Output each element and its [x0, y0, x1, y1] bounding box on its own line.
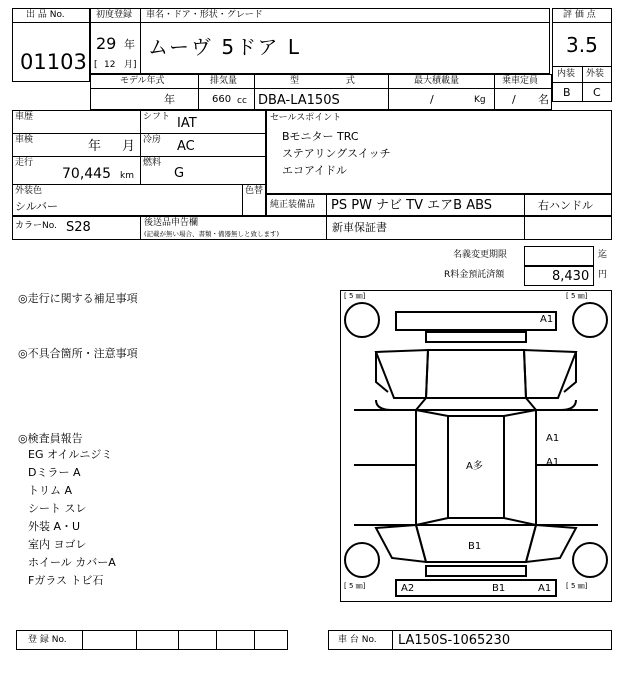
post-docs-note: (記載が無い場合、書類・備器無しと致します): [144, 230, 280, 238]
model-year-label: モデル年式: [120, 76, 165, 86]
fuel-value: G: [174, 166, 185, 181]
inspector-line: Fガラス トビ石: [28, 574, 104, 587]
first-reg-month: 12: [104, 60, 116, 70]
inspector-label: ◎検査員報告: [18, 432, 83, 445]
sales-point-line: ステアリングスイッチ: [282, 147, 391, 160]
inspector-line: ホイール カバーA: [28, 556, 116, 569]
sales-point-line: Bモニター TRC: [282, 130, 359, 143]
era-year: 29: [96, 34, 117, 53]
car-name-label: 車名・ドア・形状・グレード: [146, 10, 263, 20]
lot-number: 01103: [20, 50, 87, 74]
shift-value: IAT: [177, 116, 197, 131]
color-change-label: 色替: [245, 186, 264, 196]
damage-mark: A多: [466, 461, 483, 472]
capacity-value: /: [512, 93, 516, 106]
color-no-value: S28: [66, 220, 91, 235]
chassis-number: LA150S-1065230: [398, 633, 511, 648]
exterior-grade: C: [593, 86, 601, 99]
color-row: [12, 216, 612, 240]
model-label: 型 式: [290, 76, 377, 86]
inspection-label: 車検: [15, 135, 34, 145]
supplement-label: ◎走行に関する補足事項: [18, 292, 138, 305]
car-name: ムーヴ 5ドア L: [148, 35, 301, 59]
color-no-label: カラーNo.: [15, 221, 57, 231]
exterior-color-label: 外装色: [15, 186, 43, 196]
history-label: 車歴: [15, 112, 34, 122]
damage-mark: A2: [401, 583, 415, 594]
capacity-label: 乗車定員: [502, 76, 539, 86]
max-load-label: 最大積載量: [414, 76, 460, 86]
max-load-unit: Kg: [474, 95, 486, 105]
post-docs-label: 後送品申告欄: [144, 218, 199, 228]
month-prefix: [: [94, 60, 98, 70]
tire-depth-fl: [ 5 ㎜]: [344, 292, 366, 300]
recycle-value: 8,430: [552, 269, 590, 284]
mileage-unit: km: [120, 171, 134, 181]
damage-mark: B1: [492, 583, 506, 594]
interior-label: 内装: [557, 69, 576, 79]
displacement-label: 排気量: [210, 76, 238, 86]
deadline-unit: 迄: [598, 250, 608, 260]
displacement-value: 660: [212, 94, 232, 105]
deadline-value-box: [524, 246, 594, 266]
defects-label: ◎不具合箇所・注意事項: [18, 347, 138, 360]
exterior-label: 外装: [586, 69, 605, 79]
first-reg-label: 初度登録: [96, 10, 133, 20]
registration-label: 登 録 No.: [28, 635, 67, 645]
year-unit: 年: [124, 38, 135, 51]
inspector-line: 室内 ヨゴレ: [28, 538, 87, 551]
sales-point-line: エコアイドル: [282, 164, 348, 177]
ac-value: AC: [177, 139, 195, 154]
score-label: 評 価 点: [563, 10, 596, 20]
tire-depth-rr: [ 5 ㎜]: [566, 582, 588, 590]
inspector-line: Dミラー A: [28, 466, 81, 479]
score-value: 3.5: [566, 33, 598, 57]
warranty: 新車保証書: [332, 221, 387, 234]
capacity-unit: 名: [538, 93, 549, 106]
exterior-color-value: シルバー: [15, 200, 58, 213]
deadline-label: 名義変更期限: [453, 250, 508, 260]
lot-label: 出 品 No.: [26, 10, 65, 20]
inspector-line: EG オイルニジミ: [28, 448, 113, 461]
mileage-value: 70,445: [62, 166, 111, 182]
tire-depth-rl: [ 5 ㎜]: [344, 582, 366, 590]
fuel-label: 燃料: [143, 158, 162, 168]
recycle-unit: 円: [598, 270, 608, 280]
inspection-month-unit: 月: [122, 139, 136, 154]
inspection-year-unit: 年: [88, 139, 102, 154]
damage-mark: B1: [468, 541, 482, 552]
equipment-label: 純正装備品: [270, 200, 316, 210]
car-diagram: [340, 290, 612, 602]
interior-grade: B: [563, 86, 571, 99]
tire-depth-fr: [ 5 ㎜]: [566, 292, 588, 300]
shift-label: シフト: [143, 112, 171, 122]
recycle-label: R料金預託済額: [444, 270, 505, 280]
chassis-label: 車 台 No.: [338, 635, 377, 645]
inspector-line: トリム A: [28, 484, 73, 497]
handle-side: 右ハンドル: [538, 199, 593, 212]
model-year-unit: 年: [164, 93, 175, 106]
damage-mark: A1: [540, 314, 554, 325]
month-unit: 月]: [124, 60, 137, 70]
ac-label: 冷房: [143, 135, 162, 145]
inspector-line: シート スレ: [28, 502, 87, 515]
displacement-unit: cc: [237, 96, 247, 106]
inspector-line: 外装 A・U: [28, 520, 81, 533]
damage-mark: A1: [538, 583, 552, 594]
model-code: DBA-LA150S: [258, 93, 340, 108]
damage-mark: A1: [546, 433, 560, 444]
mileage-label: 走行: [15, 158, 34, 168]
damage-mark: A1: [546, 457, 560, 468]
max-load-value: /: [430, 93, 434, 106]
equipment-value: PS PW ナビ TV エアB ABS: [331, 198, 493, 213]
sales-points-label: セールスポイント: [270, 113, 342, 123]
